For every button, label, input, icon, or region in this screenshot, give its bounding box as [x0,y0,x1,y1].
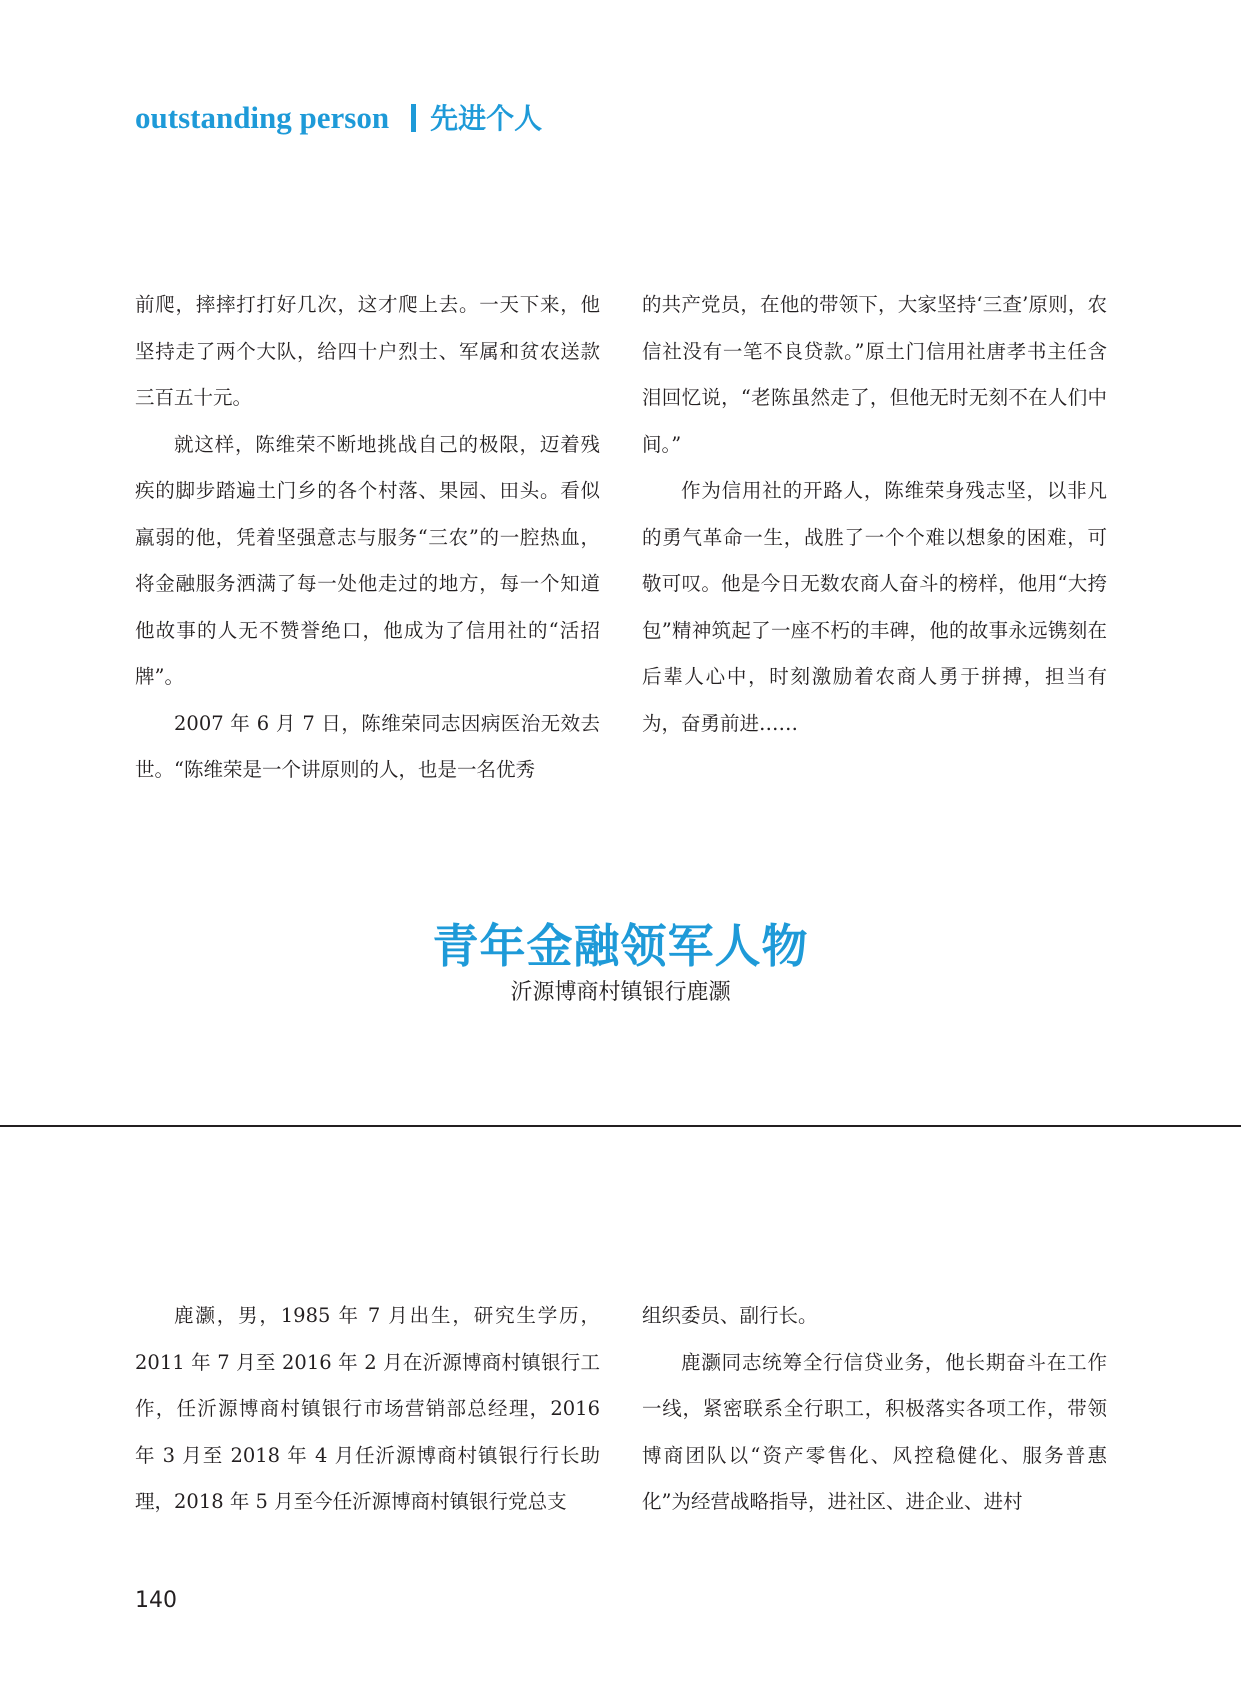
article-a-left-column [135,282,600,794]
article-a-right-column [642,282,1107,747]
paragraph: 就这样，陈维荣不断地挑战自己的极限，迈着残疾的脚步踏遍土门乡的各个村落、果园、田头。看似羸弱的他，凭着坚强意志与服务“三农”的一腔热血，将金融服务洒满了每一处他走过的地方，每一个知道他故事的人无不赞誉绝口，他成为了信用社的“活招牌”。 [135,432,600,688]
paragraph: 的共产党员，在他的带领下，大家坚持‘三查’原则，农信社没有一笔不良贷款。”原土门信用社唐孝书主任含泪回忆说，“老陈虽然走了，但他无时无刻不在人们中间。” [642,293,1107,456]
header-divider [411,104,416,132]
article-b-left-column [135,1293,600,1526]
paragraph: 前爬，摔摔打打好几次，这才爬上去。一天下来，他坚持走了两个大队，给四十户烈士、军属和贫农送款三百五十元。 [135,293,600,409]
paragraph: 作为信用社的开路人，陈维荣身残志坚，以非凡的勇气革命一生，战胜了一个个难以想象的困难，可敬可叹。他是今日无数农商人奋斗的榜样，他用“大挎包”精神筑起了一座不朽的丰碑，他的故事永远镌刻在后辈人心中，时刻激励着农商人勇于拼搏，担当有为，奋勇前进…… [642,479,1107,735]
paragraph: 2007 年 6 月 7 日，陈维荣同志因病医治无效去世。“陈维荣是一个讲原则的人，也是一名优秀 [135,711,600,781]
magazine-section-header [135,96,542,141]
horizontal-rule [0,1125,1241,1127]
article-b-right-column [642,1293,1107,1526]
section-label-chinese: 先进个人 [430,102,543,135]
section-label-english: outstanding person [135,100,390,135]
page-number: 140 [135,1588,177,1613]
section-title: 青年金融领军人物 [432,919,809,973]
section-subtitle: 沂源博商村镇银行鹿灏 [510,980,731,1005]
paragraph: 组织委员、副行长。 [642,1304,818,1327]
paragraph: 鹿灏，男，1985 年 7 月出生，研究生学历，2011 年 7 月至 2016 年 2 月在沂源博商村镇银行工作，任沂源博商村镇银行市场营销部总经理，2016 年 3 月至 2018 年 4 月任沂源博商村镇银行行长助理，2018 年 5 月至今任沂源博商村镇银行党总支 [135,1304,600,1513]
paragraph: 鹿灏同志统筹全行信贷业务，他长期奋斗在工作一线，紧密联系全行职工，积极落实各项工作，带领博商团队以“资产零售化、风控稳健化、服务普惠化”为经营战略指导，进社区、进企业、进村 [642,1350,1107,1513]
